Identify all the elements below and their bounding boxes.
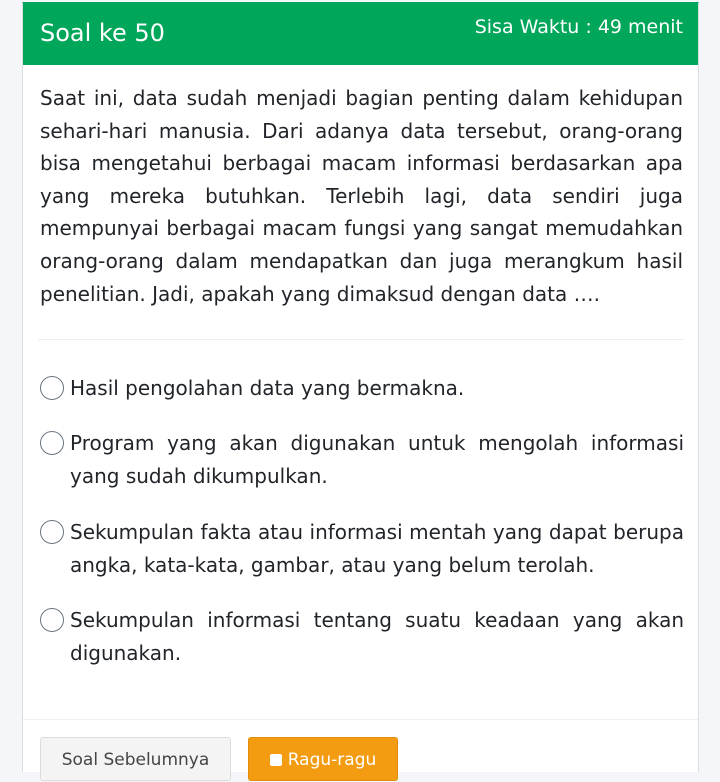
footer-divider: [23, 719, 698, 720]
doubt-button-label: Ragu-ragu: [287, 750, 377, 770]
question-header: [23, 3, 698, 65]
question-card: [22, 2, 699, 772]
option-label: Hasil pengolahan data yang bermakna.: [70, 376, 465, 400]
option-label: Program yang akan digunakan untuk mengolah informasi yang sudah dikumpulkan.: [70, 431, 684, 488]
previous-question-button[interactable]: Soal Sebelumnya: [40, 737, 231, 781]
doubt-button[interactable]: [248, 737, 398, 781]
radio-icon[interactable]: [40, 608, 64, 632]
checkbox-icon[interactable]: [270, 754, 282, 766]
option-a[interactable]: [38, 372, 684, 406]
option-b[interactable]: [38, 427, 684, 493]
option-c[interactable]: [38, 516, 684, 582]
divider: [38, 339, 684, 340]
remaining-time: Sisa Waktu : 49 menit: [474, 16, 683, 38]
question-number: Soal ke 50: [40, 19, 165, 47]
option-d[interactable]: [38, 604, 684, 670]
question-text: Saat ini, data sudah menjadi bagian penting dalam kehidupan sehari-hari manusia. Dari adanya data tersebut, orang-orang bisa mengetahui berbagai macam informasi berdasarkan apa yang mereka butuhkan. Terlebih lagi, data sendiri juga mempunyai berbagai macam fungsi yang sangat memudahkan orang-orang dalam mendapatkan dan juga merangkum hasil penelitian. Jadi, apakah yang dimaksud dengan data ….: [40, 86, 683, 306]
radio-icon[interactable]: [40, 431, 64, 455]
radio-icon[interactable]: [40, 520, 64, 544]
option-label: Sekumpulan fakta atau informasi mentah yang dapat berupa angka, kata-kata, gambar, atau yang belum terolah.: [70, 520, 684, 577]
radio-icon[interactable]: [40, 376, 64, 400]
option-label: Sekumpulan informasi tentang suatu keadaan yang akan digunakan.: [70, 608, 684, 665]
